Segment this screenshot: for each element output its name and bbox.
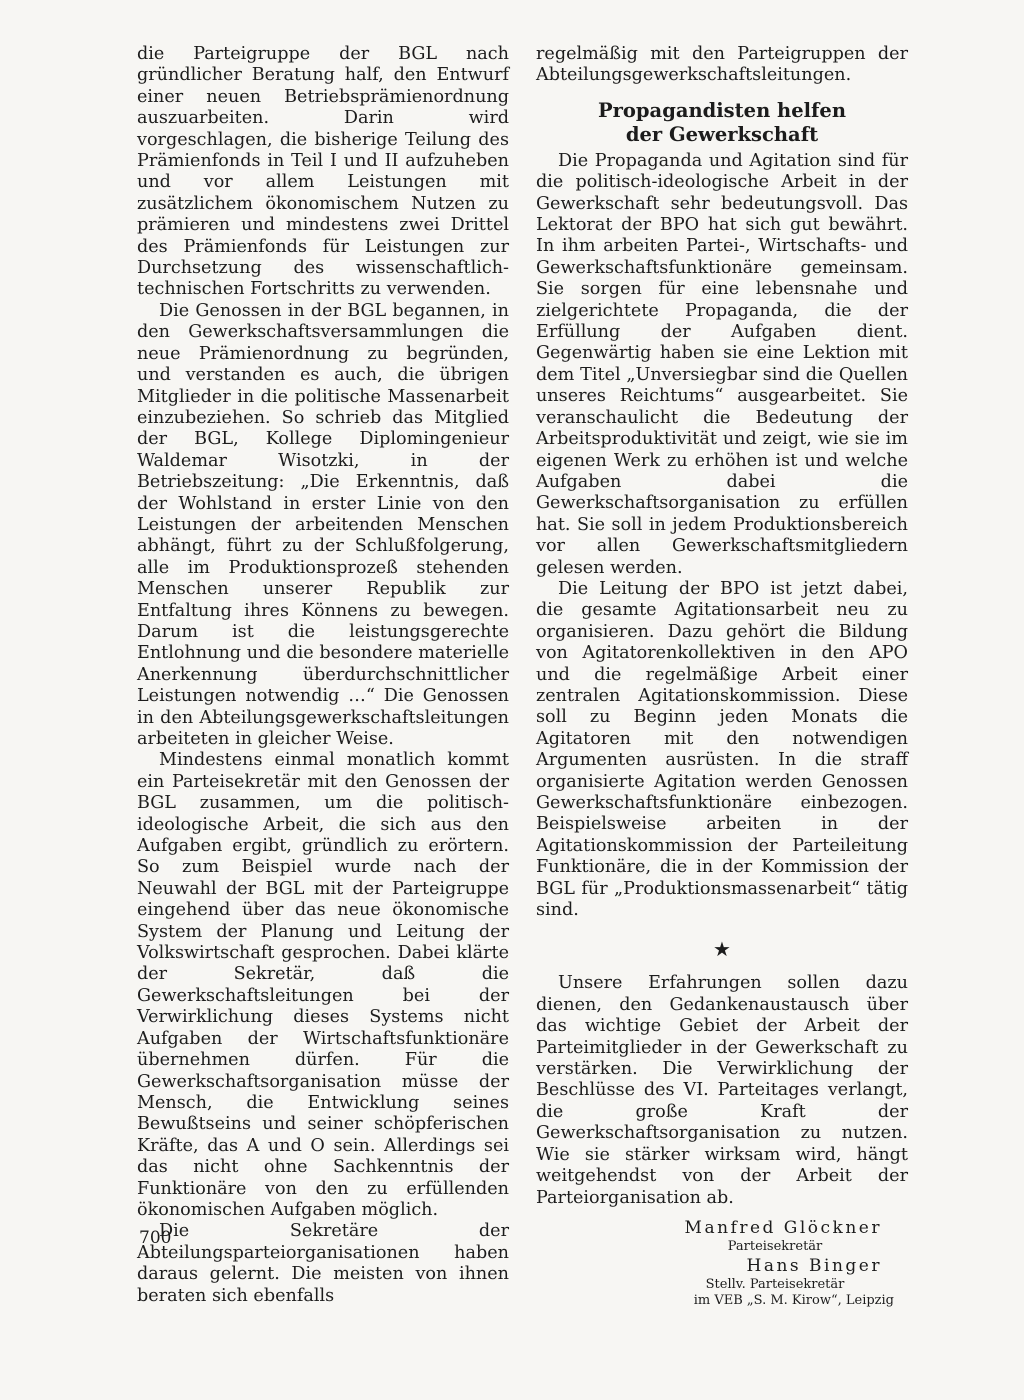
signature-block [536, 1217, 908, 1309]
paragraph: Mindestens einmal monatlich kommt ein Parteisekretär mit den Genossen der BGL zusammen, um die politisch-ideologische Arbeit, die sich aus den Aufgaben ergibt, gründlich zu erörtern. So zum Beispiel wurde nach der Neuwahl der BGL mit der Parteigruppe eingehend über das neue ökonomische System der Planung und Leitung der Volkswirtschaft gesprochen. Dabei klärte der Sekretär, daß die Gewerkschaftsleitungen bei der Verwirklichung dieses Systems nicht Aufgaben der Wirtschaftsfunktionäre übernehmen dürfen. Für die Gewerkschaftsorganisation müsse der Mensch, die Entwicklung seines Bewußtseins und seiner schöpferischen Kräfte, das A und O sein. Allerdings sei das nicht ohne Sachkenntnis der Funktionäre von den zu erfüllenden ökonomischen Aufgaben möglich. [137, 750, 509, 1220]
heading-line: Propagandisten helfen [597, 98, 847, 122]
author-role: Stellv. Parteisekretär [705, 1276, 845, 1292]
paragraph: Die Sekretäre der Abteilungsparteiorganisationen haben daraus gelernt. Die meisten von ihnen beraten sich ebenfalls [137, 1221, 509, 1306]
author-role: Parteisekretär [727, 1238, 823, 1254]
paragraph: Die Leitung der BPO ist jetzt dabei, die gesamte Agitationsarbeit neu zu organisieren. Dazu gehört die Bildung von Agitatorenkollektiven in den APO und die regelmäßige Arbeit einer zentralen Agitationskommission. Diese soll zu Beginn jeden Monats die Agitatoren mit den notwendigen Argumenten ausrüsten. In die straff organisierte Agitation werden Genossen Gewerkschaftsfunktionäre einbezogen. Beispielsweise arbeiten in der Agitationskommission der Parteileitung Funktionäre, die in der Kommission der BGL für „Produktionsmassenarbeit“ tätig sind. [536, 578, 908, 921]
section-heading [536, 99, 908, 147]
left-column [137, 44, 509, 1307]
heading-line: der Gewerkschaft [625, 122, 819, 146]
page-number: 700 [139, 1228, 172, 1248]
author-name: Hans Binger [746, 1255, 882, 1276]
author-name: Manfred Glöckner [684, 1217, 882, 1238]
author-affiliation: im VEB „S. M. Kirow“, Leipzig [693, 1292, 894, 1308]
separator-star-icon: ★ [713, 937, 731, 962]
paragraph: regelmäßig mit den Parteigruppen der Abteilungsgewerkschaftsleitungen. [536, 44, 908, 86]
paragraph: die Parteigruppe der BGL nach gründlicher Beratung half, den Entwurf einer neuen Betriebsprämienordnung auszuarbeiten. Darin wird vorgeschlagen, die bisherige Teilung des Prämienfonds in Teil I und II aufzuheben und vor allem Leistungen mit zusätzlichem ökonomischem Nutzen zu prämieren und mindestens zwei Drittel des Prämienfonds für Leistungen zur Durchsetzung des wissenschaftlich-technischen Fortschritts zu verwenden. [137, 44, 509, 300]
paragraph: Die Propaganda und Agitation sind für die politisch-ideologische Arbeit in der Gewerkschaft sehr bedeutungsvoll. Das Lektorat der BPO hat sich gut bewährt. In ihm arbeiten Partei-, Wirtschafts- und Gewerkschaftsfunktionäre gemeinsam. Sie sorgen für eine lebensnahe und zielgerichtete Propaganda, die der Erfüllung der Aufgaben dient. Gegenwärtig haben sie eine Lektion mit dem Titel „Unversiegbar sind die Quellen unseres Reichtums“ ausgearbeitet. Sie veranschaulicht die Bedeutung der Arbeitsproduktivität und zeigt, wie sie im eigenen Werk zu erhöhen ist und welche Aufgaben dabei die Gewerkschaftsorganisation zu erfüllen hat. Sie soll in jedem Produktionsbereich vor allen Gewerkschaftsmitgliedern gelesen werden. [536, 150, 908, 578]
closing-paragraph: Unsere Erfahrungen sollen dazu dienen, den Gedankenaustausch über das wichtige Gebiet der Arbeit der Parteimitglieder in der Gewerkschaft zu verstärken. Die Verwirklichung der Beschlüsse des VI. Parteitages verlangt, die große Kraft der Gewerkschaftsorganisation zu nutzen. Wie sie stärker wirksam wird, hängt weitgehendst von der Arbeit der Parteiorganisation ab. [536, 973, 908, 1208]
paragraph: Die Genossen in der BGL begannen, in den Gewerkschaftsversammlungen die neue Prämienordnung zu begründen, und verstanden es auch, die übrigen Mitglieder in die politische Massenarbeit einzubeziehen. So schrieb das Mitglied der BGL, Kollege Diplomingenieur Waldemar Wisotzki, in der Betriebszeitung: „Die Erkenntnis, daß der Wohlstand in erster Linie von den Leistungen der arbeitenden Menschen abhängt, führt zu der Schlußfolgerung, alle im Produktionsprozeß stehenden Menschen unserer Republik zur Entfaltung ihres Könnens zu bewegen. Darum ist die leistungsgerechte Entlohnung und die besondere materielle Anerkennung überdurchschnittlicher Leistungen notwendig …“ Die Genossen in den Abteilungsgewerkschaftsleitungen arbeiteten in gleicher Weise. [137, 300, 509, 749]
right-column [536, 44, 908, 1309]
